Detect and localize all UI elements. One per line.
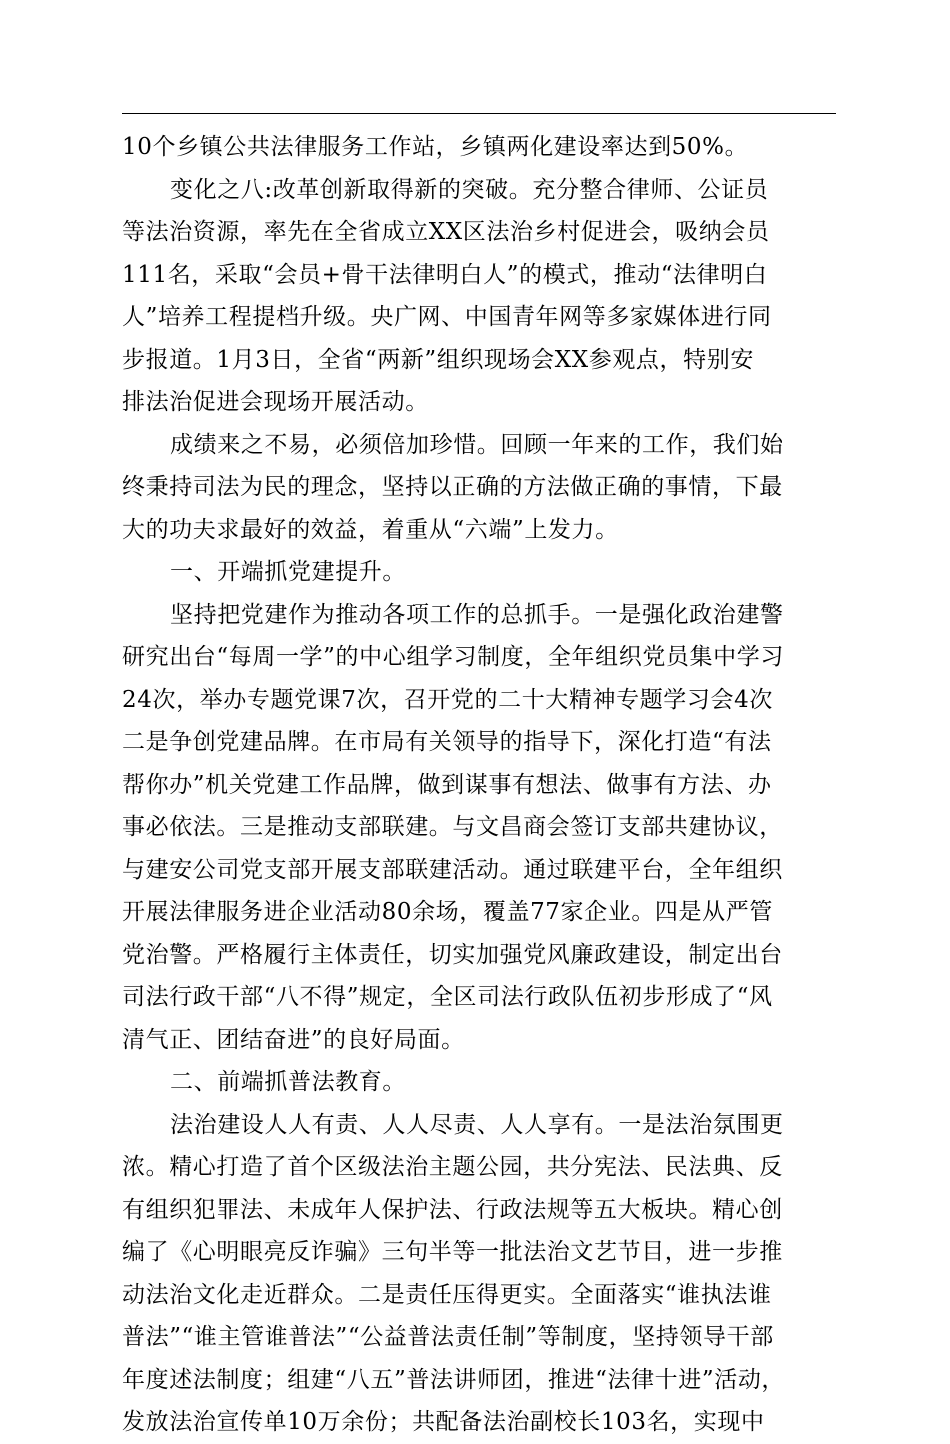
text-line: 帮你办”机关党建工作品牌，做到谋事有想法、做事有方法、办 [122,771,772,798]
text-line: 坚持把党建作为推动各项工作的总抓手。一是强化政治建警 [170,601,784,628]
text-line: 动法治文化走近群众。二是责任压得更实。全面落实“谁执法谁 [122,1281,772,1308]
text-line: 司法行政干部“八不得”规定，全区司法行政队伍初步形成了“风 [122,984,773,1010]
body-text [122,126,836,1444]
text-line: 发放法治宣传单10万余份；共配备法治副校长103名，实现中 [122,1409,765,1435]
text-line: 24次，举办专题党课7次，召开党的二十大精神专题学习会4次 [122,686,773,713]
header-rule [122,113,836,114]
text-line: 年度述法制度；组建“八五”普法讲师团，推进“法律十进”活动， [122,1366,786,1393]
text-line: 二是争创党建品牌。在市局有关领导的指导下，深化打造“有法 [122,729,772,755]
text-line: 普法”“谁主管谁普法”“公益普法责任制”等制度，坚持领导干部 [122,1324,774,1350]
text-line: 成绩来之不易，必须倍加珍惜。回顾一年来的工作，我们始 [170,431,784,458]
text-line: 终秉持司法为民的理念，坚持以正确的方法做正确的事情，下最 [122,474,783,500]
text-line: 等法治资源，率先在全省成立XX区法治乡村促进会，吸纳会员 [122,219,770,245]
text-line: 编了《心明眼亮反诈骗》三句半等一批法治文艺节目，进一步推 [122,1239,783,1265]
text-line: 法治建设人人有责、人人尽责、人人享有。一是法治氛围更 [170,1111,784,1138]
text-line: 变化之八:改革创新取得新的突破。充分整合律师、公证员 [170,176,769,203]
text-line: 有组织犯罪法、未成年人保护法、行政法规等五大板块。精心创 [122,1196,783,1223]
text-line: 事必依法。三是推动支部联建。与文昌商会签订支部共建协议， [122,814,783,840]
text-line: 10个乡镇公共法律服务工作站，乡镇两化建设率达到50%。 [122,134,749,160]
text-line: 浓。精心打造了首个区级法治主题公园，共分宪法、民法典、反 [122,1154,783,1180]
text-line: 人”培养工程提档升级。央广网、中国青年网等多家媒体进行同 [122,304,772,330]
text-line: 清气正、团结奋进”的良好局面。 [122,1026,465,1053]
text-line: 一、开端抓党建提升。 [170,559,406,585]
text-line: 步报道。1月3日，全省“两新”组织现场会XX参观点，特别安 [122,346,754,373]
text-line: 二、前端抓普法教育。 [170,1069,406,1095]
text-line: 开展法律服务进企业活动80余场，覆盖77家企业。四是从严管 [122,899,773,925]
text-line: 排法治促进会现场开展活动。 [122,389,429,415]
text-line: 大的功夫求最好的效益，着重从“六端”上发力。 [122,516,619,543]
text-line: 党治警。严格履行主体责任，切实加强党风廉政建设，制定出台 [122,941,783,968]
text-line: 研究出台“每周一学”的中心组学习制度，全年组织党员集中学习 [122,644,784,670]
text-line: 111名，采取“会员+骨干法律明白人”的模式，推动“法律明白 [122,261,768,288]
text-line: 与建安公司党支部开展支部联建活动。通过联建平台，全年组织 [122,856,783,883]
